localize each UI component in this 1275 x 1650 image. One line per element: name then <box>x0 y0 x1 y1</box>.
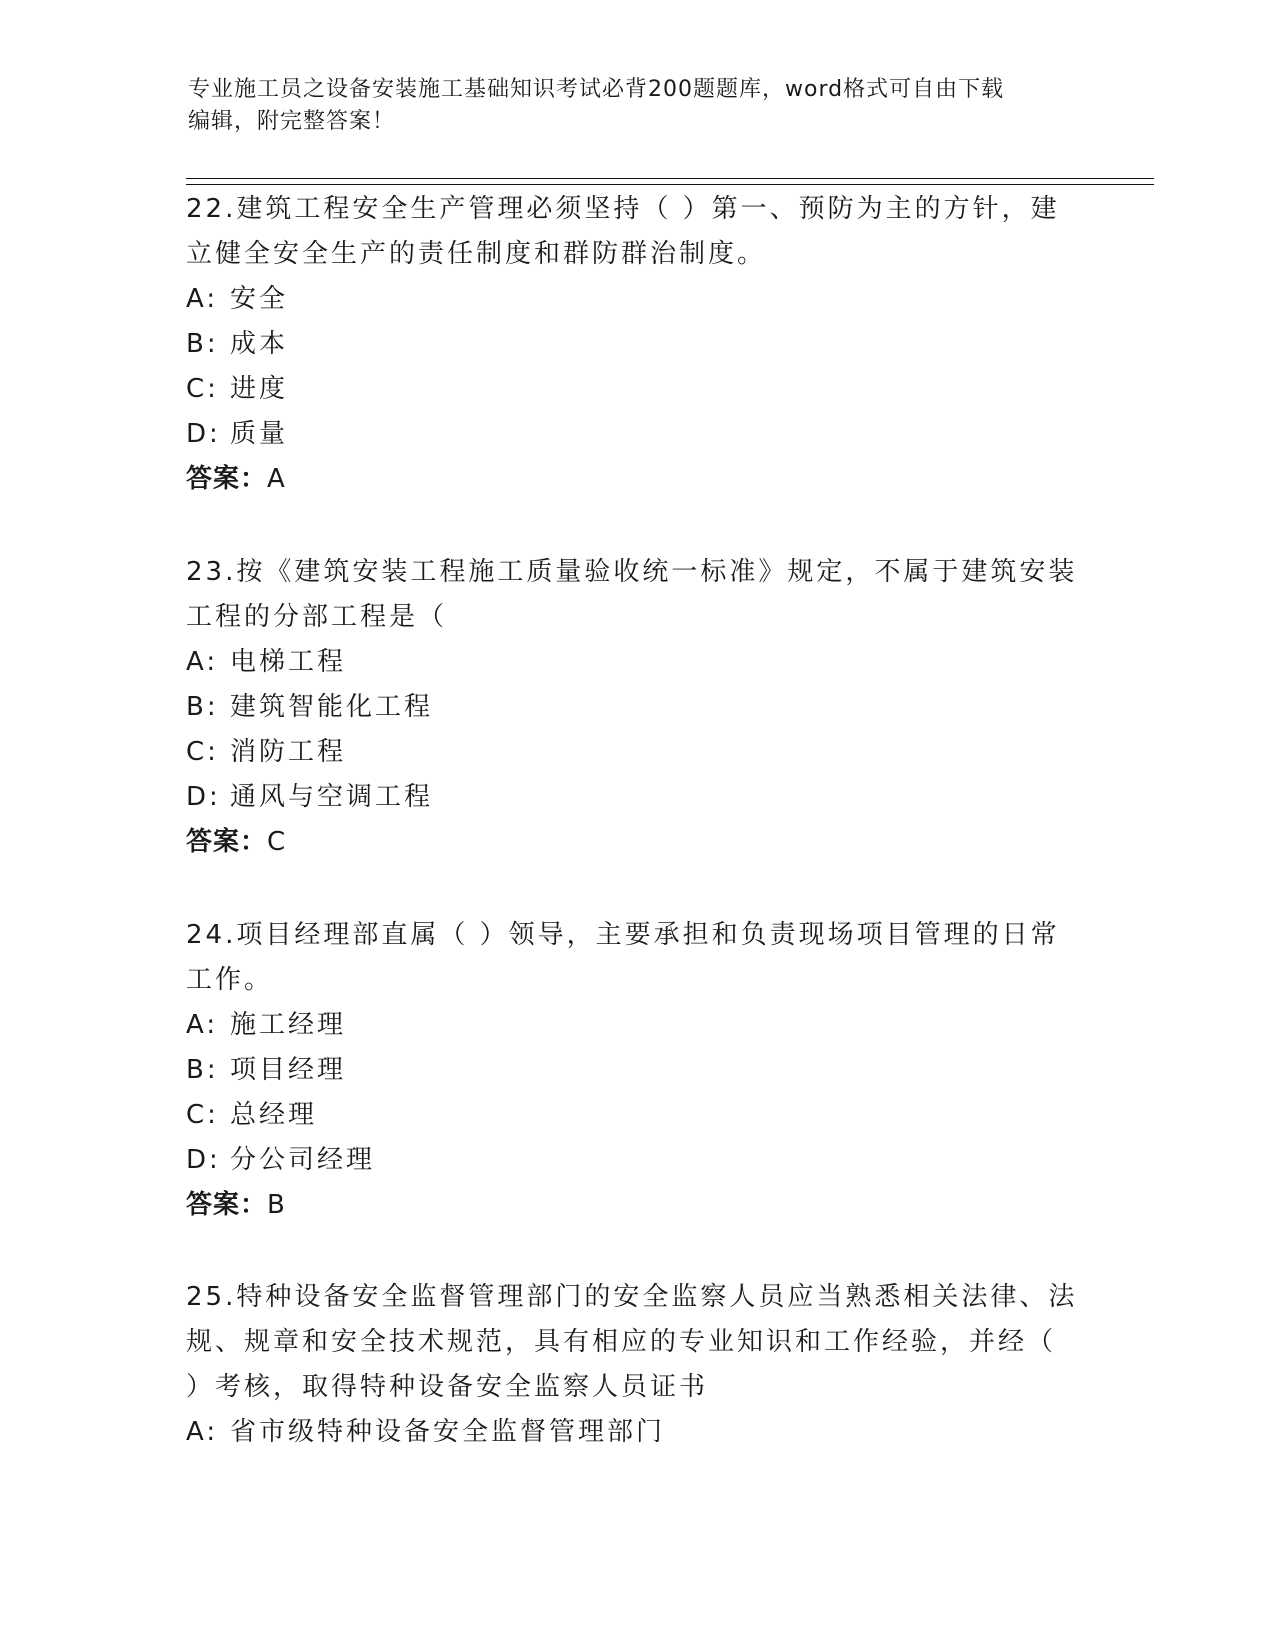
option-key: D: <box>186 782 221 812</box>
header-divider-top <box>186 178 1154 179</box>
option-key: B: <box>186 1055 219 1085</box>
option-key: D: <box>186 1145 221 1175</box>
option-text: 进度 <box>230 374 289 404</box>
option-d <box>186 775 1086 820</box>
option-c <box>186 367 1086 412</box>
option-d <box>186 412 1086 457</box>
answer-label: 答案： <box>186 827 268 857</box>
option-key: B: <box>186 329 219 359</box>
option-text: 质量 <box>230 419 289 449</box>
option-text: 通风与空调工程 <box>230 782 434 812</box>
question-text-line-1: 24.项目经理部直属（ ）领导，主要承担和负责现场项目管理的日常 <box>186 920 1060 950</box>
option-key: D: <box>186 419 221 449</box>
option-c <box>186 1093 1086 1138</box>
answer-value: B <box>267 1190 286 1220</box>
option-d <box>186 1138 1086 1183</box>
document-header <box>188 74 1068 138</box>
question-22 <box>186 187 1086 502</box>
question-25 <box>186 1275 1086 1455</box>
option-text: 电梯工程 <box>230 647 347 677</box>
question-text-line-1: 23.按《建筑安装工程施工质量验收统一标准》规定，不属于建筑安装 <box>186 557 1078 587</box>
option-key: C: <box>186 737 219 767</box>
option-a <box>186 277 1086 322</box>
header-title-line-1: 专业施工员之设备安装施工基础知识考试必背200题题库，word格式可自由下载 <box>188 77 1005 102</box>
question-text-line-3: ）考核，取得特种设备安全监察人员证书 <box>186 1372 709 1402</box>
option-text: 建筑智能化工程 <box>230 692 434 722</box>
answer-line <box>186 1183 1086 1228</box>
question-text-line-2: 规、规章和安全技术规范，具有相应的专业知识和工作经验，并经（ <box>186 1327 1057 1357</box>
option-key: C: <box>186 374 219 404</box>
question-text-line-1: 22.建筑工程安全生产管理必须坚持（ ）第一、预防为主的方针，建 <box>186 194 1060 224</box>
answer-value: C <box>267 827 287 857</box>
option-text: 省市级特种设备安全监督管理部门 <box>230 1417 666 1447</box>
option-key: A: <box>186 1010 219 1040</box>
answer-line <box>186 820 1086 865</box>
answer-line <box>186 457 1086 502</box>
question-text-line-1: 25.特种设备安全监督管理部门的安全监察人员应当熟悉相关法律、法 <box>186 1282 1078 1312</box>
option-key: B: <box>186 692 219 722</box>
option-b <box>186 322 1086 367</box>
option-b <box>186 685 1086 730</box>
option-key: C: <box>186 1100 219 1130</box>
option-text: 成本 <box>230 329 289 359</box>
option-text: 消防工程 <box>230 737 347 767</box>
answer-label: 答案： <box>186 464 268 494</box>
question-text-line-2: 工程的分部工程是（ <box>186 602 448 632</box>
option-a <box>186 640 1086 685</box>
question-text-line-2: 工作。 <box>186 965 274 995</box>
question-text-line-2: 立健全安全生产的责任制度和群防群治制度。 <box>186 239 767 269</box>
question-23 <box>186 550 1086 865</box>
header-divider-bottom <box>186 184 1154 185</box>
option-key: A: <box>186 284 219 314</box>
answer-label: 答案： <box>186 1190 268 1220</box>
option-c <box>186 730 1086 775</box>
option-b <box>186 1048 1086 1093</box>
option-key: A: <box>186 1417 219 1447</box>
answer-value: A <box>267 464 286 494</box>
option-text: 安全 <box>230 284 289 314</box>
option-text: 分公司经理 <box>230 1145 376 1175</box>
option-a <box>186 1003 1086 1048</box>
question-24 <box>186 913 1086 1228</box>
option-a <box>186 1410 1086 1455</box>
option-text: 施工经理 <box>230 1010 347 1040</box>
option-text: 项目经理 <box>230 1055 347 1085</box>
option-key: A: <box>186 647 219 677</box>
option-text: 总经理 <box>230 1100 318 1130</box>
header-title-line-2: 编辑，附完整答案！ <box>188 109 396 134</box>
